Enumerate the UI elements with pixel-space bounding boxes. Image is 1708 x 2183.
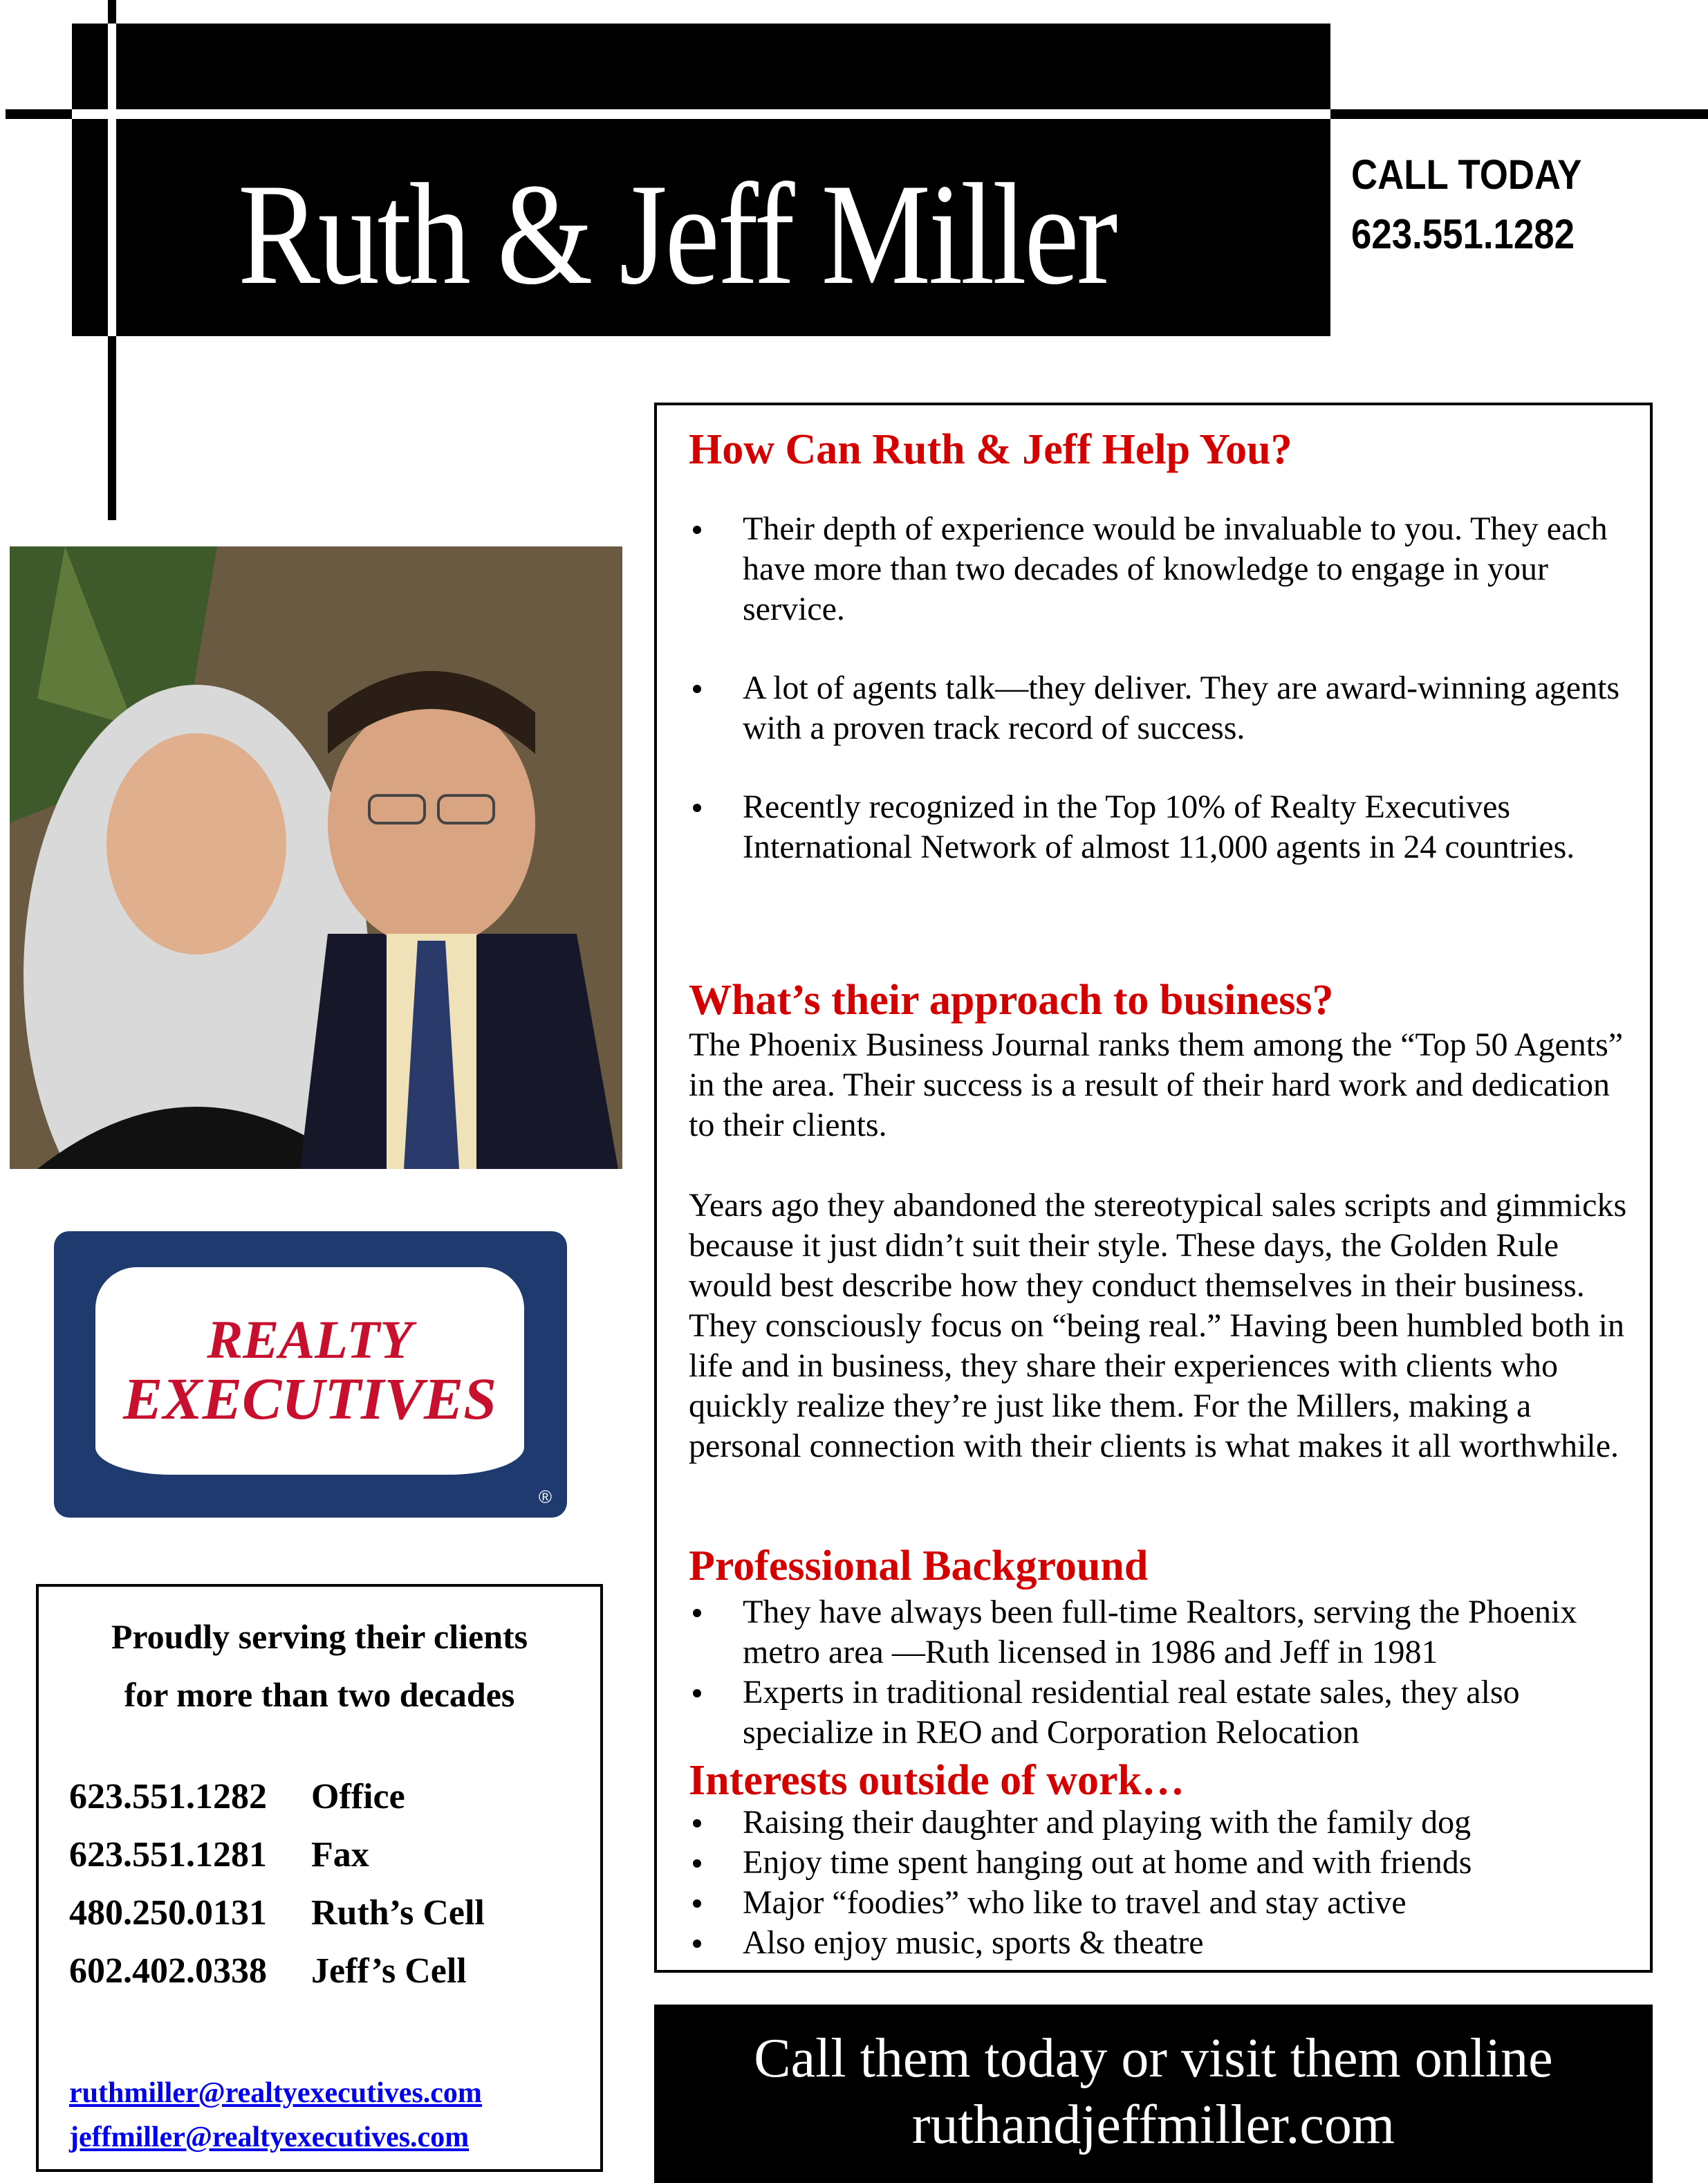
website-link[interactable]: ruthandjeffmiller.com	[911, 2094, 1395, 2155]
phone-row[interactable]	[69, 1942, 485, 2000]
logo-line-2: EXECUTIVES	[122, 1365, 497, 1432]
email-link-ruth[interactable]: ruthmiller@realtyexecutives.com	[69, 2077, 482, 2109]
footer-banner	[654, 2005, 1653, 2183]
call-today-block	[1351, 145, 1581, 264]
list-item: Major “foodies” who like to travel and stay active	[689, 1883, 1636, 1923]
content-box	[654, 403, 1653, 1973]
list-item: Enjoy time spent hanging out at home and with friends	[689, 1843, 1636, 1883]
call-today-number[interactable]: 623.551.1282	[1351, 211, 1575, 257]
serving-line-1: Proudly serving their clients	[111, 1617, 528, 1656]
list-item: They have always been full-time Realtors, serving the Phoenix metro area —Ruth licensed in 1986 and Jeff in 1981	[689, 1592, 1636, 1673]
footer-line-1: Call them today or visit them online	[754, 2028, 1553, 2089]
approach-paragraph-2: Years ago they abandoned the stereotypical sales scripts and gimmicks because it just didn’t suit their style. These days, the Golden Rule would best describe how they conduct themselves in their business. They consciously focus on “being real.” Having been humbled both in life and in business, they share their experiences with clients who quickly realize they’re just like them. For the Millers, making a personal connection with their clients is what makes it all worthwhile.	[689, 1187, 1627, 1464]
email-list	[69, 2071, 482, 2159]
phone-label: Office	[311, 1777, 405, 1816]
list-item: Recently recognized in the Top 10% of Realty Executives International Network of almost 11,000 agents in 24 countries.	[689, 787, 1636, 867]
phone-number: 480.250.0131	[69, 1893, 267, 1933]
serving-line-2: for more than two decades	[124, 1675, 515, 1714]
interests-heading: Interests outside of work…	[689, 1757, 1185, 1804]
agents-photo-illustration	[10, 546, 622, 1169]
logo-shield	[95, 1267, 524, 1475]
phone-number: 623.551.1282	[69, 1777, 267, 1816]
list-item: Raising their daughter and playing with the family dog	[689, 1803, 1636, 1843]
interests-bullets	[689, 1803, 1636, 1963]
list-item: Their depth of experience would be invaluable to you. They each have more than two decades of knowledge to engage in your service.	[689, 509, 1636, 629]
background-heading: Professional Background	[689, 1542, 1149, 1590]
banner-white-rule	[72, 109, 1330, 119]
title-banner	[72, 24, 1330, 336]
realty-executives-logo	[54, 1231, 567, 1518]
phone-number: 623.551.1281	[69, 1835, 267, 1875]
phone-row[interactable]	[69, 1884, 485, 1942]
approach-heading: What’s their approach to business?	[689, 977, 1334, 1024]
phone-number: 602.402.0338	[69, 1951, 267, 1991]
banner-white-vertical-rule	[108, 24, 116, 336]
phone-row[interactable]	[69, 1826, 485, 1884]
list-item: Experts in traditional residential real estate sales, they also specialize in REO and Corporation Relocation	[689, 1673, 1636, 1753]
call-today-label: CALL TODAY	[1351, 151, 1582, 198]
background-bullets	[689, 1592, 1636, 1753]
list-item: Also enjoy music, sports & theatre	[689, 1923, 1636, 1963]
phone-label: Fax	[311, 1835, 369, 1875]
page-title: Ruth & Jeff Miller	[238, 154, 1116, 315]
phone-list	[69, 1768, 485, 2000]
serving-statement	[39, 1608, 600, 1724]
registered-mark: ®	[538, 1486, 552, 1507]
contact-box	[36, 1584, 603, 2172]
help-heading: How Can Ruth & Jeff Help You?	[689, 426, 1292, 473]
help-bullets	[689, 509, 1636, 867]
list-item: A lot of agents talk—they deliver. They are award-winning agents with a proven track record of success.	[689, 668, 1636, 748]
email-link-jeff[interactable]: jeffmiller@realtyexecutives.com	[69, 2121, 470, 2153]
phone-label: Jeff’s Cell	[311, 1951, 467, 1991]
logo-line-1: REALTY	[207, 1309, 413, 1370]
phone-label: Ruth’s Cell	[311, 1893, 485, 1933]
agents-photo	[10, 546, 622, 1169]
phone-row[interactable]	[69, 1768, 485, 1826]
approach-paragraph-1: The Phoenix Business Journal ranks them among the “Top 50 Agents” in the area. Their success is a result of their hard work and dedication to their clients.	[689, 1026, 1624, 1143]
